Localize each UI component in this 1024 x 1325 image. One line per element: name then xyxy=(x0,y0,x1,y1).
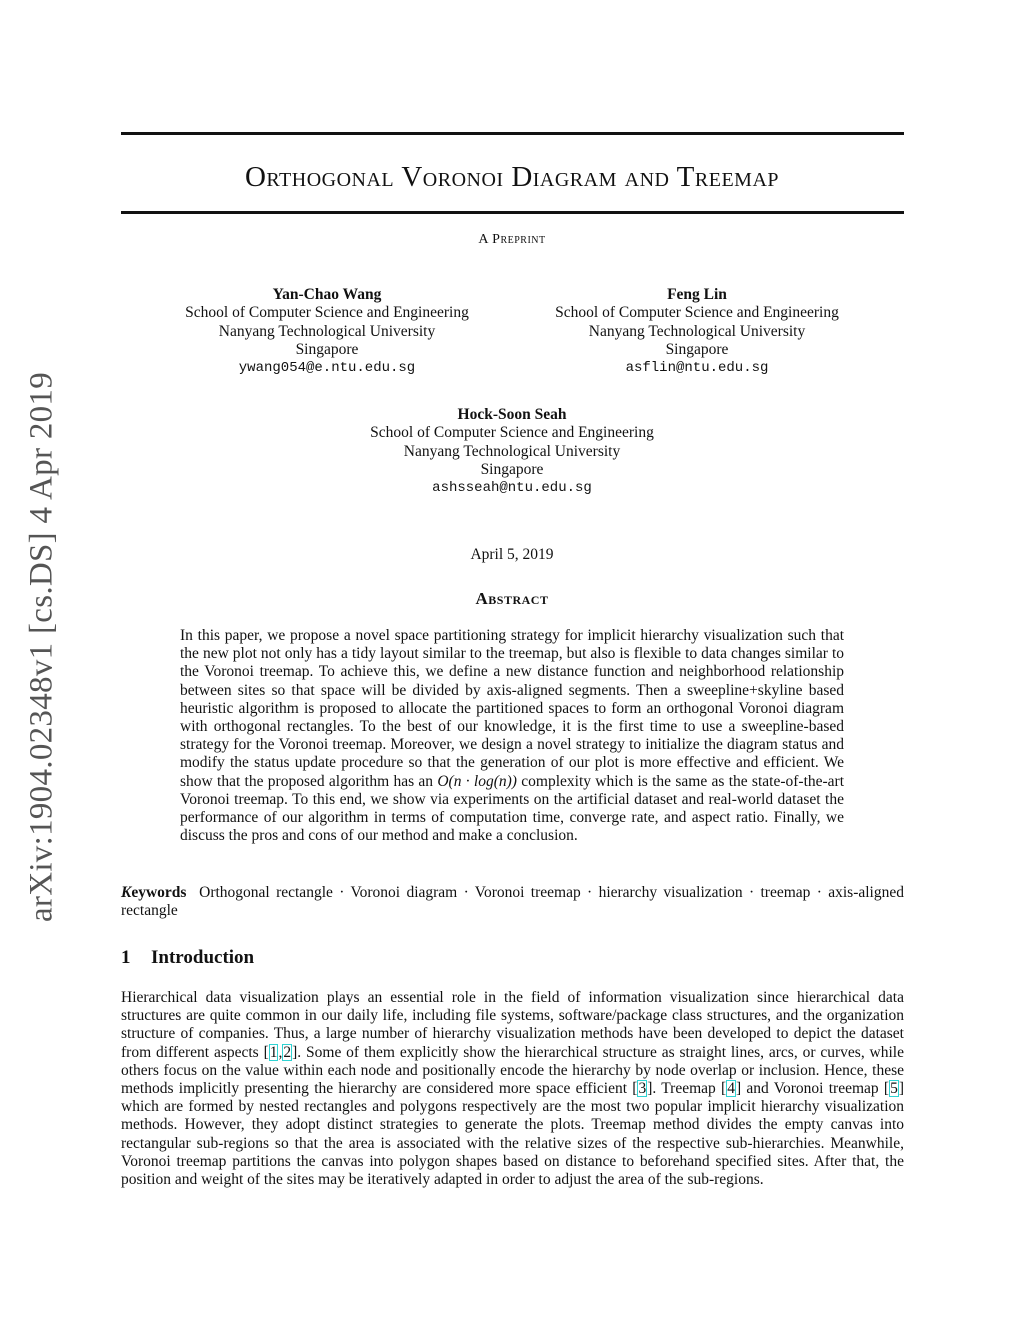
citation-link[interactable]: 4 xyxy=(727,1080,735,1098)
arxiv-stamp xyxy=(20,364,64,930)
citation-link[interactable]: 5 xyxy=(890,1080,898,1098)
title-rule-top xyxy=(121,132,904,135)
arxiv-stamp-text: arXiv:1904.02348v1 [cs.DS] 4 Apr 2019 xyxy=(23,371,60,923)
author-block xyxy=(355,406,669,497)
keywords-line xyxy=(121,884,904,920)
keywords-text: Orthogonal rectangle · Voronoi diagram · Voronoi treemap · hierarchy visualization · treemap · axis-aligned rectangle xyxy=(121,884,904,920)
author-email[interactable]: ywang054@e.ntu.edu.sg xyxy=(238,360,416,377)
author-dept: School of Computer Science and Engineering xyxy=(555,304,839,322)
citation-link[interactable]: 3 xyxy=(638,1080,647,1098)
intro-paragraph: Hierarchical data visualization plays an essential role in the field of information visualization since hierarchical data structures are quite common in our daily life, including file systems, software/package class structures, and the organization structure of companies. Thus, a large number of hierarchy visualization methods have been developed to depict the dataset from different aspects [1,2]. Some of them explicitly show the hierarchical structure as straight lines, arcs, or curves, while others focus on the value within each node and positionally encode the hierarchy by node overlap or inclusion. Hence, these methods implicitly presenting the hierarchy are considered more space efficient [3]. Treemap [4] and Voronoi treemap [5] which are formed by nested rectangles and polygons respectively are the most two popular implicit hierarchy visualization methods. However, they adopt distinct strategies to generate the plots. Treemap method divides the empty canvas into rectangular sub-regions so that the area is associated with the relative sizes of the respective sub-hierarchies. Meanwhile, Voronoi treemap partitions the canvas into polygon shapes based on distance to beforehand specified sites. After that, the position and weight of the sites may be iteratively adapted in order to adjust the area of the sub-regions. xyxy=(121,989,905,1189)
author-name: Yan-Chao Wang xyxy=(272,286,382,303)
citation-link[interactable]: 2 xyxy=(283,1043,292,1061)
paper-title: Orthogonal Voronoi Diagram and Treemap xyxy=(244,161,780,193)
preprint-label: A Preprint xyxy=(478,232,546,247)
abstract-body-2: complexity which is the same as the state-of-the-art Voronoi treemap. To this end, we show via experiments on the artificial dataset and real-world dataset the performance of our algorithm in terms of computation time, converge rate, and aspect ratio. Finally, we discuss the pros and cons of our method and make a conclusion. xyxy=(180,772,845,845)
abstract-text xyxy=(180,627,844,845)
author-univ: Nanyang Technological University xyxy=(588,322,806,340)
author-dept: School of Computer Science and Engineering xyxy=(185,304,469,322)
section-number: 1 xyxy=(121,947,131,968)
paper-date: April 5, 2019 xyxy=(470,546,554,563)
keywords-label: Keywords xyxy=(121,884,187,901)
abstract-body-1: In this paper, we propose a novel space partitioning strategy for implicit hierarchy visualization such that the new plot not only has a tidy layout similar to the treemap, but also is flexible to data changes similar to the Voronoi treemap. To achieve this, we define a new distance function and neighborhood relationship between sites so that space will be divided by axis-aligned segments. Then a sweepline+skyline based heuristic algorithm is proposed to allocate the partitioned spaces to form an orthogonal Voronoi diagram with orthogonal rectangles. To the best of our knowledge, it is the first time to use a sweepline-based strategy for the Voronoi treemap. Moreover, we design a novel strategy to initialize the diagram status and modify the status update procedure so that the generation of our plot is more effective and efficient. We show that the proposed algorithm has an xyxy=(180,627,844,790)
author-country: Singapore xyxy=(295,340,359,358)
author-univ: Nanyang Technological University xyxy=(403,442,621,460)
author-email[interactable]: ashsseah@ntu.edu.sg xyxy=(432,480,592,497)
author-country: Singapore xyxy=(480,460,544,478)
author-block xyxy=(170,286,484,377)
author-univ: Nanyang Technological University xyxy=(218,322,436,340)
section-title: Introduction xyxy=(151,947,255,968)
abstract-heading: Abstract xyxy=(475,589,549,608)
section-heading xyxy=(121,947,254,969)
citation-link[interactable]: 1 xyxy=(269,1043,278,1061)
author-name: Hock-Soon Seah xyxy=(457,406,567,423)
author-name: Feng Lin xyxy=(667,286,727,303)
author-country: Singapore xyxy=(665,340,729,358)
author-email[interactable]: asflin@ntu.edu.sg xyxy=(625,360,769,377)
title-rule-bottom xyxy=(121,211,904,214)
author-dept: School of Computer Science and Engineering xyxy=(370,424,654,442)
author-block xyxy=(540,286,854,377)
complexity-formula: O(n · log(n)) xyxy=(437,772,517,790)
